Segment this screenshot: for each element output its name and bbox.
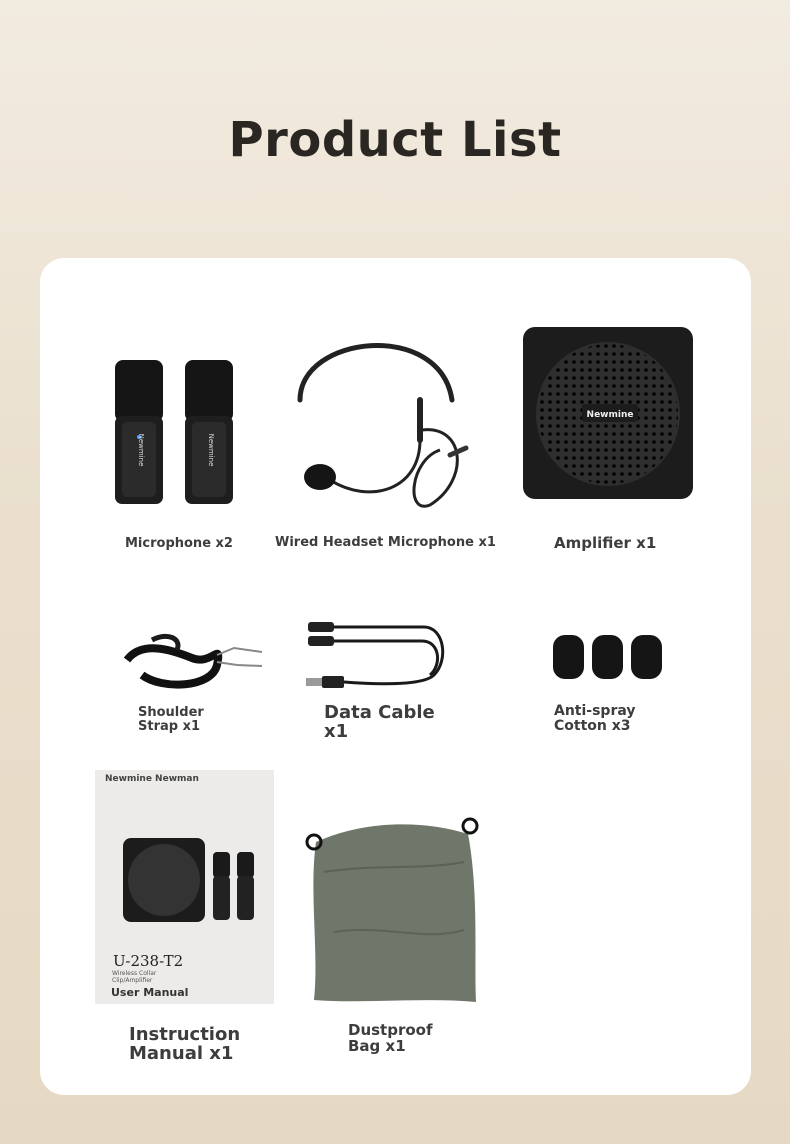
product-label: Anti-spray Cotton x3 bbox=[554, 703, 636, 734]
instruction-manual-image bbox=[95, 770, 274, 1004]
page-title: Product List bbox=[228, 112, 562, 168]
device-logo: Newmine bbox=[207, 433, 215, 467]
microphone-image bbox=[112, 358, 242, 508]
manual-model: U-238-T2 bbox=[113, 952, 184, 970]
device-logo: Newmine bbox=[586, 410, 634, 420]
manual-brand: Newmine Newman bbox=[105, 774, 199, 784]
product-label: Instruction Manual x1 bbox=[129, 1024, 241, 1064]
shoulder-strap-image bbox=[122, 630, 267, 692]
product-label: Wired Headset Microphone x1 bbox=[275, 535, 496, 550]
manual-subtitle: Wireless Collar Clip/Amplifier bbox=[112, 970, 157, 984]
headset-microphone-image bbox=[290, 330, 480, 515]
device-logo: Newmine bbox=[137, 433, 145, 467]
data-cable-image bbox=[304, 620, 450, 692]
dustproof-bag-image bbox=[304, 812, 482, 1004]
product-list-card bbox=[40, 258, 751, 1095]
product-label: Microphone x2 bbox=[125, 536, 233, 551]
product-label: Dustproof Bag x1 bbox=[348, 1021, 433, 1055]
manual-heading: User Manual bbox=[111, 986, 189, 999]
amplifier-image bbox=[522, 326, 694, 500]
product-label: Amplifier x1 bbox=[554, 534, 657, 552]
product-label: Shoulder Strap x1 bbox=[138, 705, 204, 734]
anti-spray-cotton-image bbox=[553, 634, 665, 680]
product-label: Data Cable x1 bbox=[324, 702, 435, 742]
